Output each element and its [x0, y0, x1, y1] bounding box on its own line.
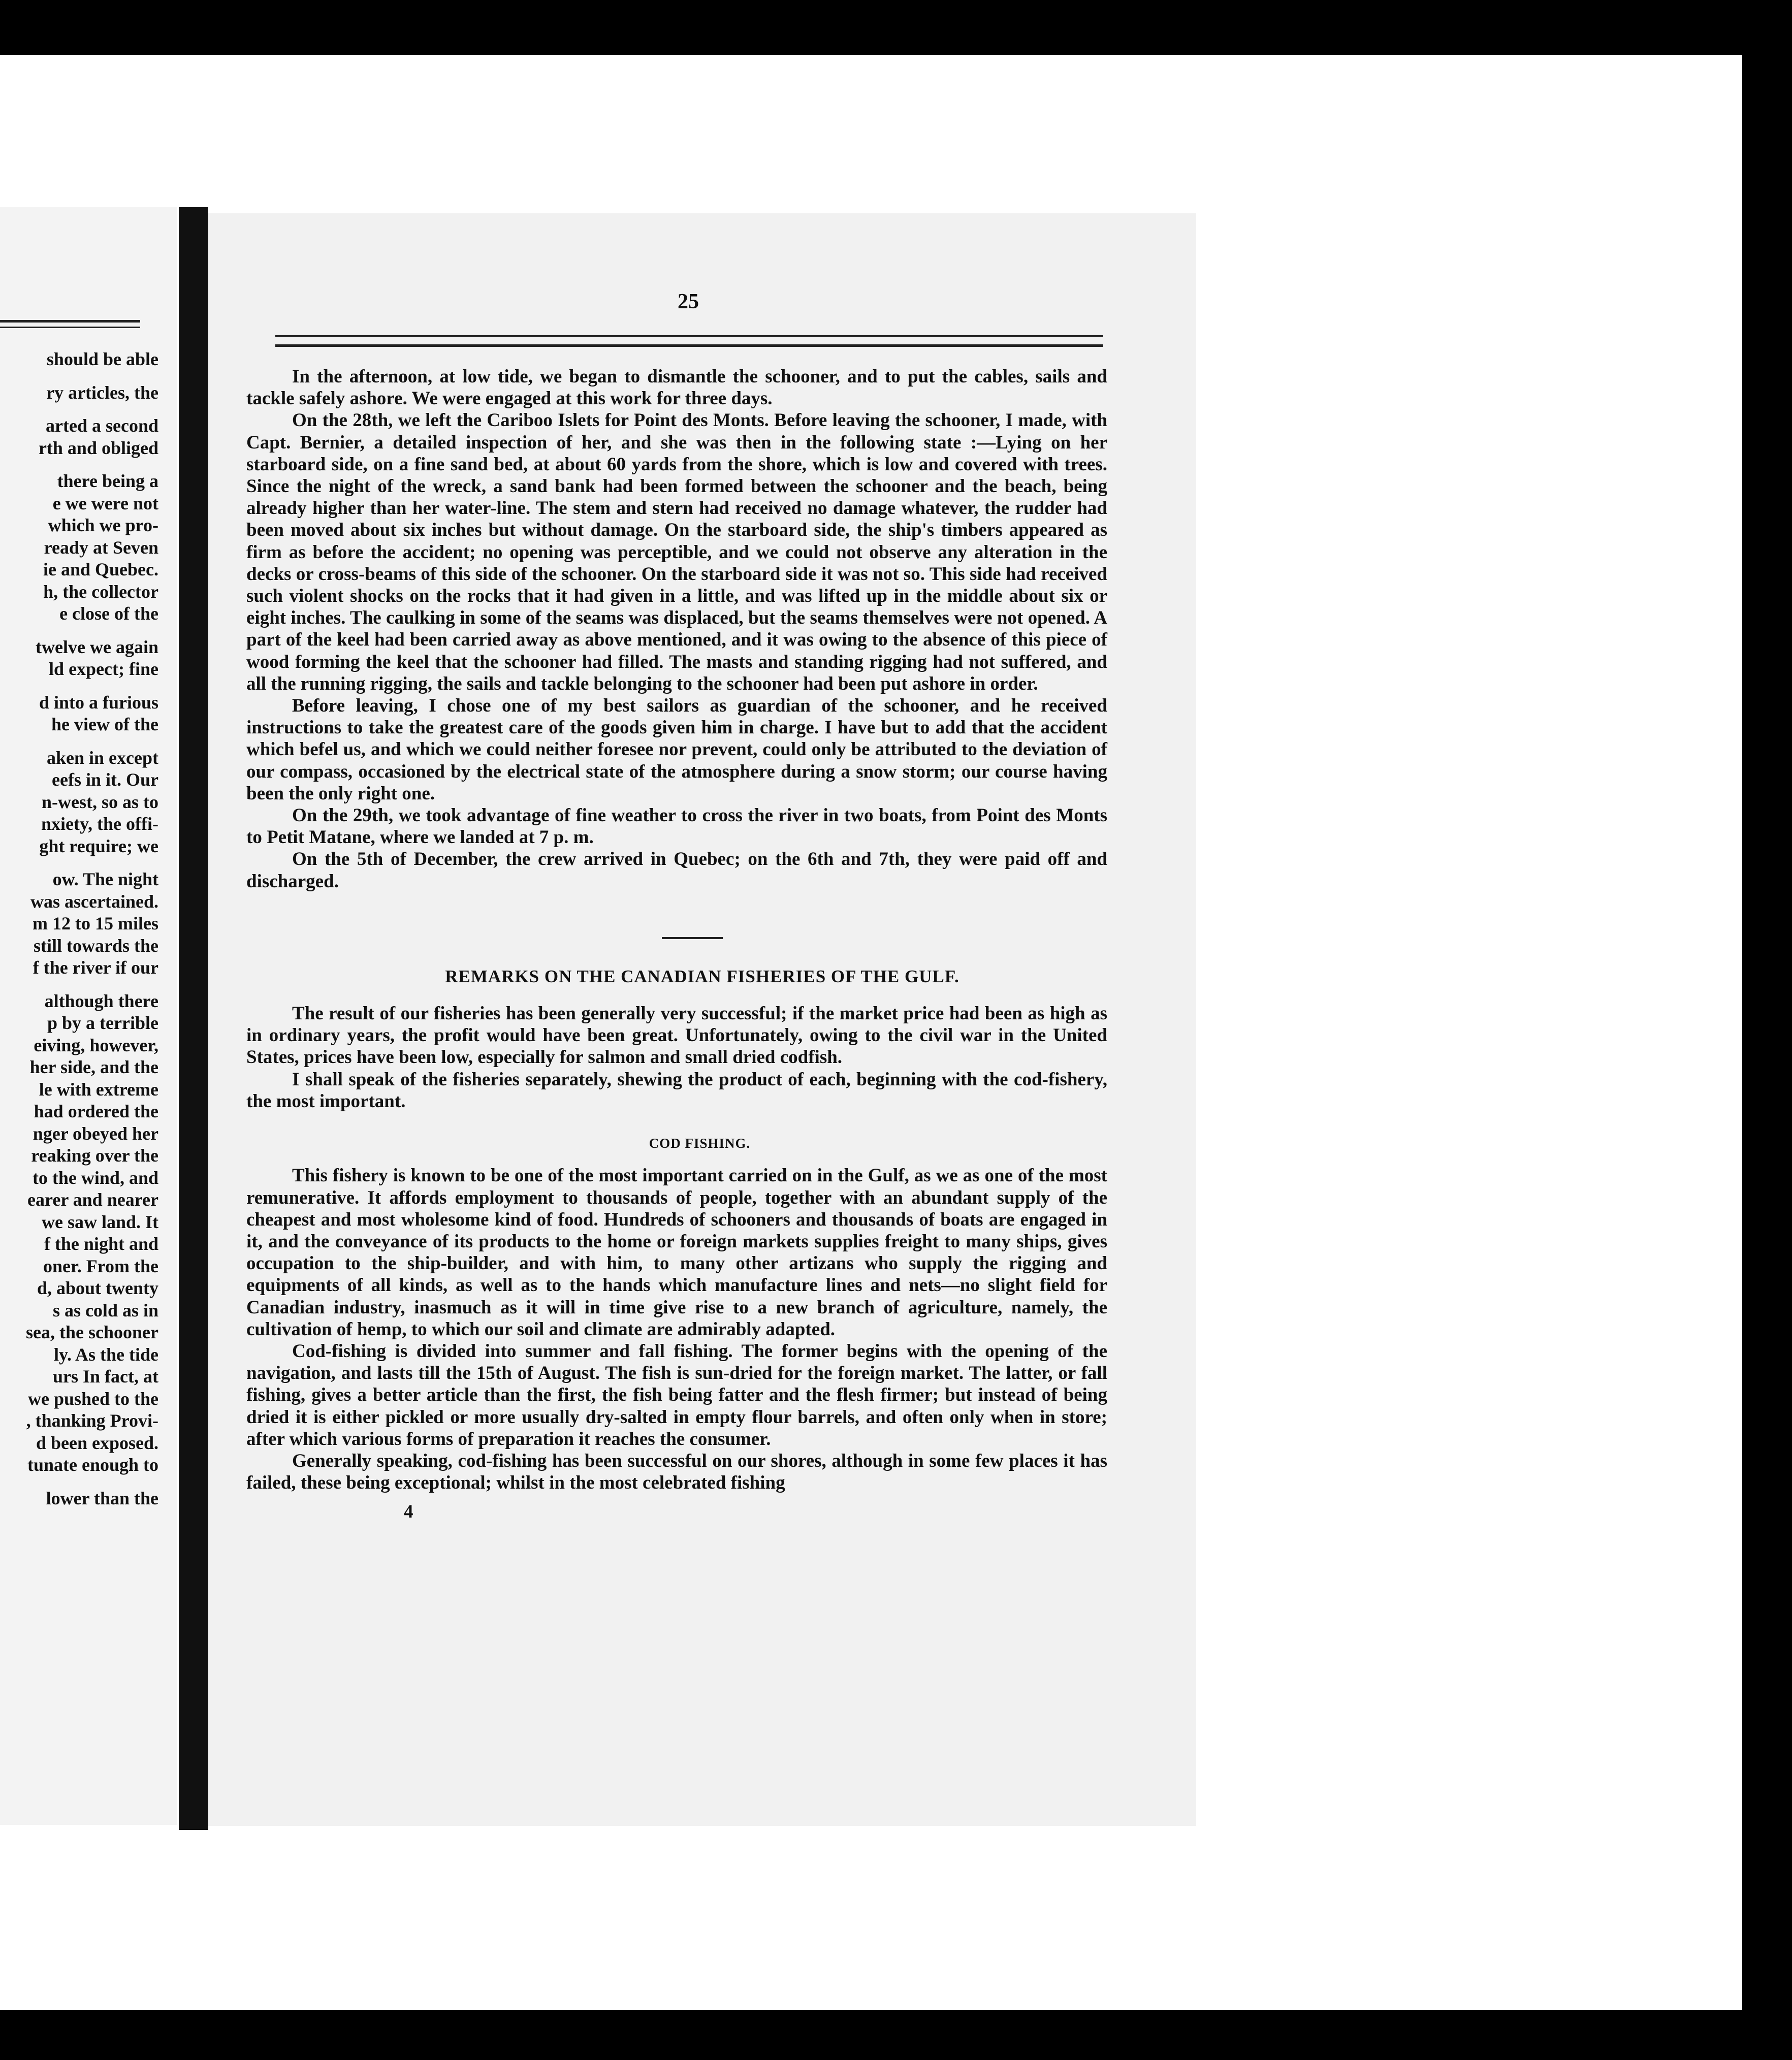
previous-page-header-rule	[0, 320, 140, 328]
section-heading: REMARKS ON THE CANADIAN FISHERIES OF THE GULF.	[445, 966, 959, 986]
fragment-line: ie and Quebec.	[43, 559, 158, 580]
fragment-line: p by a terrible	[47, 1013, 158, 1033]
fragment-line: h, the collector	[43, 581, 158, 602]
paragraph: Generally speaking, cod-fishing has been successful on our shores, although in some few places it has failed, these being exceptional; whilst in the most celebrated fishing	[246, 1450, 1107, 1494]
line-gap	[0, 681, 158, 692]
fragment-line: ready at Seven	[44, 537, 158, 558]
fragment-line: we saw land. It	[41, 1211, 158, 1232]
fragment-line: ow. The night	[52, 869, 158, 889]
fragment-line: , thanking Provi-	[26, 1410, 158, 1431]
fragment-line: eiving, however,	[34, 1035, 158, 1055]
fragment-line: eefs in it. Our	[52, 769, 158, 790]
fragment-line: f the night and	[44, 1234, 158, 1254]
fragment-line: still towards the	[34, 935, 158, 956]
paragraph: On the 29th, we took advantage of fine weather to cross the river in two boats, from Point des Monts to Petit Matane, where we landed at 7 p. m.	[246, 805, 1107, 848]
fragment-line: reaking over the	[31, 1145, 158, 1166]
line-gap	[0, 459, 158, 470]
fragment-line: ry articles, the	[46, 382, 158, 403]
fragment-line: sea, the schooner	[26, 1322, 158, 1342]
paragraph: In the afternoon, at low tide, we began to dismantle the schooner, and to put the cables, sails and tackle safely ashore. We were engaged at this work for three days.	[246, 366, 1107, 409]
fragment-line: arted a second	[46, 415, 158, 436]
fragment-line: le with extreme	[39, 1079, 158, 1100]
fragment-line: d, about twenty	[37, 1278, 158, 1298]
line-gap	[0, 857, 158, 868]
paragraph: On the 28th, we left the Cariboo Islets for Point des Monts. Before leaving the schooner, I made, with Capt. Bernier, a detailed inspection of her, and she was then in the following state :—Lying on her starboard side, on a fine sand bed, at about 60 yards from the shore, which is low and covered with trees. Since the night of the wreck, a sand bank had been formed between the schooner and the beach, being already higher than her water-line. The stem and stern had received no damage whatever, the rudder had been moved about six inches but without damage. On the starboard side, the ship's timbers appeared as firm as before the accident; no opening was perceptible, and we could not observe any alteration in the decks or cross-beams of this side of the schooner. On the starboard side it was not so. This side had received such violent shocks on the rocks that it had given in a little, and was lifted up in the middle about six or eight inches. The caulking in some of the seams was displaced, but the seams themselves were not opened. A part of the keel had been carried away as above mentioned, and it was owing to the absence of this piece of wood forming the keel that the schooner had filled. The masts and standing rigging had not suffered, and all the running rigging, the sails and tackle belonging to the schooner had been put ashore in order.	[246, 410, 1107, 694]
fragment-line: lower than the	[46, 1488, 158, 1508]
fragment-line: ght require; we	[39, 835, 158, 856]
fragment-line: to the wind, and	[32, 1167, 158, 1188]
paragraph: I shall speak of the fisheries separately, shewing the product of each, beginning with the cod-fishery, the most important.	[246, 1069, 1107, 1112]
fragment-line: aken in except	[47, 747, 158, 768]
page-number: 25	[678, 290, 699, 313]
paragraph: Cod-fishing is divided into summer and fall fishing. The former begins with the opening of the navigation, and lasts till the 15th of August. The fish is sun-dried for the foreign market. The latter, or fall fishing, gives a better article than the first, the fish being fatter and the flesh firmer; but instead of being dried it is either pickled or more usually dry-salted in empty flour barrels, and often only when in store; after which various forms of preparation it reaches the consumer.	[246, 1340, 1107, 1450]
fragment-line: rth and obliged	[38, 437, 158, 458]
fragment-line: e we were not	[52, 493, 158, 513]
line-gap	[0, 371, 158, 382]
line-gap	[0, 736, 158, 747]
fragment-line: ly. As the tide	[53, 1344, 158, 1365]
line-gap	[0, 1476, 158, 1488]
fragment-line: nxiety, the offi-	[41, 814, 158, 834]
fragment-line: e close of the	[59, 603, 158, 624]
fragment-line: oner. From the	[43, 1256, 158, 1276]
fragment-line: nger obeyed her	[33, 1123, 158, 1144]
fragment-line: had ordered the	[34, 1101, 158, 1121]
paragraph: Before leaving, I chose one of my best sailors as guardian of the schooner, and he received instructions to take the greatest care of the goods given him in charge. I have but to add that the accident which befel us, and which we could neither foresee nor prevent, could only be attributed to the deviation of our compass, occasioned by the electrical state of the atmosphere during a snow storm; our course having been the only right one.	[246, 695, 1107, 804]
section-divider	[662, 937, 723, 939]
fragment-line: her side, and the	[29, 1057, 158, 1077]
fragment-line: twelve we again	[36, 636, 158, 657]
line-gap	[0, 404, 158, 415]
subsection-heading: COD FISHING.	[649, 1136, 751, 1151]
previous-page-text	[0, 348, 158, 1509]
fragment-line: was ascertained.	[30, 891, 158, 912]
page-body	[246, 366, 1107, 1523]
fragment-line: which we pro-	[48, 515, 158, 535]
fragment-line: d into a furious	[39, 692, 158, 713]
fragment-line: earer and nearer	[27, 1189, 158, 1210]
paragraph: This fishery is known to be one of the most important carried on in the Gulf, as we as one of the most remunerative. It affords employment to thousands of people, together with an abundant supply of the cheapest and most wholesome kind of food. Hundreds of schooners and thousands of boats are engaged in it, and the conveyance of its products to the home or foreign markets supplies freight to many ships, gives occupation to the ship-builder, and with him, to many other artizans who supply the rigging and equipments of all kinds, as well as to the hands which manufacture lines and nets—no slight field for Canadian industry, inasmuch as it will in time give rise to a new branch of agriculture, namely, the cultivation of hemp, to which our soil and climate are admirably adapted.	[246, 1165, 1107, 1340]
fragment-line: although there	[44, 990, 158, 1011]
fragment-line: m 12 to 15 miles	[33, 913, 158, 934]
fragment-line: n-west, so as to	[42, 791, 158, 812]
book-gutter	[179, 207, 208, 1830]
signature-mark: 4	[404, 1501, 413, 1523]
fragment-line: ld expect; fine	[49, 659, 158, 679]
paragraph: On the 5th of December, the crew arrived in Quebec; on the 6th and 7th, they were paid off and discharged.	[246, 849, 1107, 892]
fragment-line: we pushed to the	[27, 1388, 158, 1409]
fragment-line: f the river if our	[33, 957, 158, 978]
fragment-line: tunate enough to	[27, 1455, 158, 1475]
line-gap	[0, 979, 158, 990]
fragment-line: he view of the	[51, 714, 158, 734]
fragment-line: there being a	[57, 471, 158, 491]
fragment-line: urs In fact, at	[53, 1366, 158, 1387]
header-rule	[275, 335, 1103, 347]
fragment-line: d been exposed.	[36, 1432, 158, 1453]
previous-page-fragment	[0, 207, 177, 1825]
fragment-line: should be able	[46, 349, 158, 369]
paragraph: The result of our fisheries has been generally very successful; if the market price had been as high as in ordinary years, the profit would have been great. Unfortunately, owing to the civil war in the United States, prices have been low, especially for salmon and small dried codfish.	[246, 1003, 1107, 1068]
line-gap	[0, 625, 158, 636]
fragment-line: s as cold as in	[52, 1300, 158, 1321]
